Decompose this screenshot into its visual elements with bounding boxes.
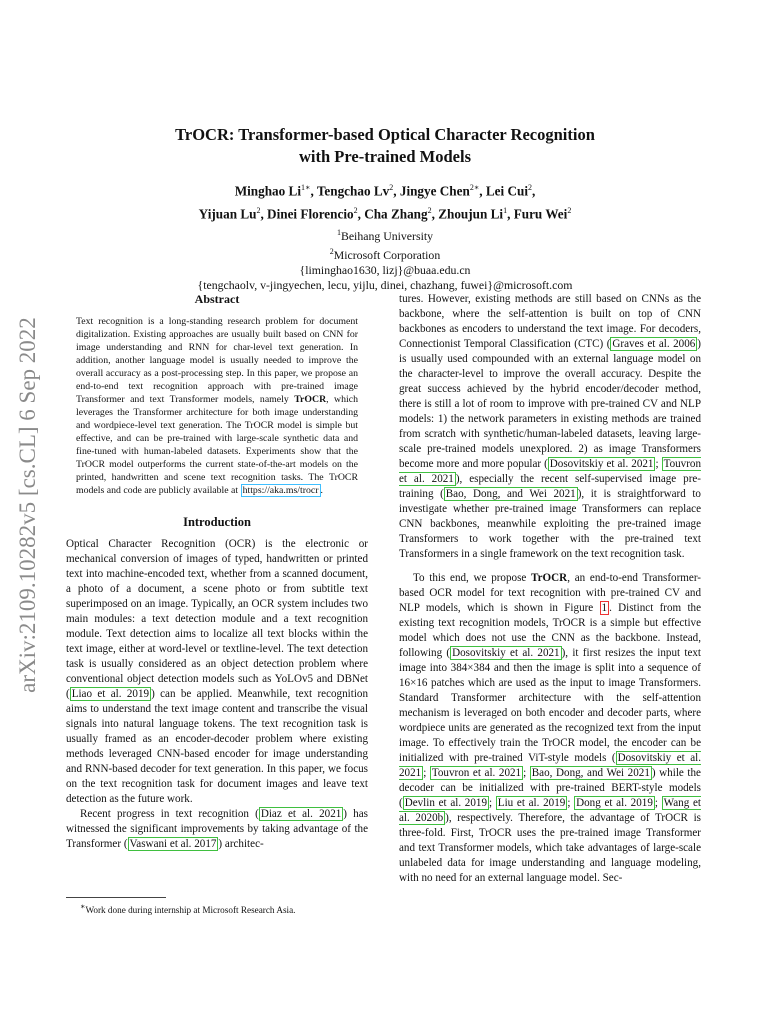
author-affil-mark: 2	[528, 183, 532, 192]
author-name: Lei Cui	[485, 183, 528, 199]
citation-link[interactable]: Vaswani et al. 2017	[129, 838, 217, 850]
email-line-2: {tengchaolv, v-jingyechen, lecu, yijlu, dinei, chazhang, fuwei}@microsoft.com	[197, 278, 573, 293]
left-column	[66, 292, 368, 852]
citation-link[interactable]: Dong et al. 2019	[576, 797, 653, 809]
text-run: ) has witnessed the significant improvements by taking advantage of the Transformer (	[66, 808, 368, 850]
citation-link[interactable]: Dosovitskiy et al. 2021	[452, 647, 560, 659]
abstract-text	[76, 315, 358, 497]
intro-heading: Introduction	[183, 515, 251, 529]
citation-link[interactable]: Touvron et al. 2021	[399, 458, 702, 485]
author-affil-mark: 2	[353, 206, 358, 216]
citation-link[interactable]: Dosovitskiy et al. 2021	[399, 752, 701, 779]
author-name: Cha Zhang	[364, 206, 428, 222]
author-name: Furu Wei	[513, 206, 568, 222]
affiliation-name: Beihang University	[340, 228, 434, 243]
author-line-2: Yijuan Lu$^2$, Dinei Florencio$^2$, Cha Zhang$^2$, Zhoujun Li$^1$, Furu Wei$^2$	[198, 206, 572, 222]
text-run: ), respectively. Therefore, the advantage of TrOCR is three-fold. First, TrOCR uses the pre-trained image Transformer and text Transformer models, which take advantages of large-scale unlabeled data for image understanding and language modeling, with no need for an external language model. Sec-	[399, 812, 701, 884]
text-run: To this end, we propose	[413, 572, 532, 584]
abstract-part: .	[320, 485, 323, 496]
figure-ref-link[interactable]: 1	[601, 602, 608, 614]
abstract-part: , which leverages the Transformer architecture for both image understanding and wordpiece-level text generation. The TrOCR model is simple but effective, and can be pre-trained with large-scale synthetic data and fine-tuned with human-labeled datasets. Experiments show that the TrOCR model outperforms the current state-of-the-art models on the printed, handwritten and scene text recognition tasks. The TrOCR models and code are publicly available at	[76, 394, 359, 496]
author-name: Dinei Florencio	[267, 206, 354, 222]
citation-separator: ;	[567, 797, 575, 809]
author-affil-mark: 2	[567, 206, 572, 216]
citation-link[interactable]: Bao, Dong, and Wei 2021	[531, 767, 650, 779]
right-paragraph-2	[399, 571, 701, 886]
author-affil-mark: 2	[389, 183, 394, 192]
citation-link[interactable]: Devlin et al. 2019	[404, 797, 487, 809]
affil-mark: 2	[329, 246, 334, 256]
text-run: ) is usually used compounded with an external language model on the character-level to improve the overall accuracy. Despite the great success achieved by the hybrid encoder/decoder method, there is still a lot of room to improve with pre-trained CV and NLP models: 1) the network parameters in existing methods are trained from scratch with synthetic/human-labeled datasets, leaving large-scale pre-trained models unexplored. 2) as image Transformers become more and more popular (	[399, 338, 701, 470]
author-list	[60, 178, 710, 225]
citation-separator: ;	[423, 767, 430, 779]
author-affil-mark: 2∗	[469, 183, 480, 192]
footnote-mark: ∗	[80, 902, 86, 911]
text-run: Optical Character Recognition (OCR) is the electronic or mechanical conversion of images of typed, handwritten or printed text into machine-encoded text, whether from a scanned document, a photo of a document, a scene photo or from subtitle text superimposed on an image. Typically, an OCR system includes two main modules: a text detection module and a text recognition module. Text detection aims to localize all text blocks within the text image, either at word-level or textline-level. The text detection task is usually considered as an object detection problem where conventional object detection models such as YoLOv5 and DBNet (	[66, 538, 368, 700]
author-affil-mark: 1	[503, 206, 508, 216]
email-line-1: {liminghao1630, lizj}@buaa.edu.cn	[299, 263, 471, 278]
citation-link[interactable]: Liao et al. 2019	[71, 688, 150, 700]
citation-link[interactable]: Dosovitskiy et al. 2021	[549, 458, 654, 470]
citation-link[interactable]: Liu et al. 2019	[497, 797, 566, 809]
text-run: ) architec-	[218, 838, 264, 850]
affil-mark: 1	[336, 227, 341, 237]
author-name: Minghao Li	[234, 183, 302, 199]
right-column	[399, 292, 701, 886]
text-run: . Distinct from the existing text recognition models, TrOCR is a simple but effective model which does not use the CNN as the backbone. Instead, following (	[399, 602, 701, 659]
footnote-rule	[66, 897, 166, 898]
citation-separator: ;	[523, 767, 530, 779]
author-name: Yijuan Lu	[198, 206, 257, 222]
affiliations	[60, 225, 710, 294]
author-name: Jingye Chen	[399, 183, 470, 199]
footnote-text: Work done during internship at Microsoft Research Asia.	[85, 905, 296, 916]
citation-link[interactable]: Bao, Dong, and Wei 2021	[445, 488, 576, 500]
affiliation-2	[60, 244, 710, 263]
text-run: ), especially the recent self-supervised image pre-training (	[399, 473, 702, 500]
abstract-bold: TrOCR	[294, 394, 327, 405]
author-line-1: Minghao $Li^{1∗}$, Tengchao Lv$^2$, Jingye Chen$^{2∗}$, Lei Cui$^2$,	[234, 183, 536, 199]
footnote	[66, 897, 368, 916]
intro-paragraph-1	[66, 537, 368, 807]
citation-link[interactable]: Graves et al. 2006	[612, 338, 696, 350]
abstract-part: Text recognition is a long-standing research problem for document digitalization. Existing approaches are usually built based on CNN for image understanding and RNN for char-level text generation. In addition, another language model is usually needed to improve the overall accuracy as a post-processing step. In this paper, we propose an end-to-end text recognition approach with pre-trained image Transformer and text Transformer models, namely	[76, 316, 358, 405]
paper-header	[60, 124, 710, 293]
citation-link[interactable]: Diaz et al. 2021	[260, 808, 342, 820]
citation-separator: ;	[654, 797, 662, 809]
paper-title	[60, 124, 710, 168]
title-line-1: TrOCR: Transformer-based Optical Character Recognition	[175, 125, 595, 144]
text-run: , an end-to-end Transformer-based OCR model for text recognition with pre-trained CV and NLP models, which is shown in Figure	[399, 572, 701, 614]
citation-separator: ;	[489, 797, 496, 809]
citation-link[interactable]: Wang et al. 2020b	[399, 797, 701, 824]
affiliation-name: Microsoft Corporation	[333, 247, 441, 262]
title-line-2: with Pre-trained Models	[298, 147, 471, 166]
bold-term: TrOCR	[531, 572, 568, 584]
abstract-heading: Abstract	[194, 292, 240, 306]
affiliation-1	[60, 225, 710, 244]
arxiv-id-text: arXiv:2109.10282v5 [cs.CL] 6 Sep 2022	[15, 317, 41, 693]
text-run: ) can be applied. Meanwhile, text recognition aims to understand the text image content and transcribe the visual signals into natural language tokens. The text recognition task is usually framed as an encoder-decoder problem where existing methods leveraged CNN-based encoder for image understanding and RNN-based decoder for text generation. In this paper, we focus on the text recognition task for document images and leave text detection as the future work.	[66, 688, 368, 805]
citation-link[interactable]: Touvron et al. 2021	[431, 767, 522, 779]
code-link[interactable]: https://aka.ms/trocr	[242, 485, 319, 496]
author-name: Zhoujun Li	[438, 206, 504, 222]
text-run: ), it is straightforward to investigate whether pre-trained image Transformers can replace CNN backbones, meanwhile exploiting the pre-trained image Transformers to work together with the pre-trained text Transformers in a single framework on the text recognition task.	[399, 488, 701, 560]
author-affil-mark: 2	[256, 206, 261, 216]
text-run: tures. However, existing methods are still based on CNNs as the backbone, where the self-attention is built on top of CNN backbones as encoders to understand the text image. For decoders, Connectionist Temporal Classification (CTC) (	[399, 293, 701, 350]
arxiv-identifier-stamp	[15, 285, 41, 725]
author-affil-mark: 1∗	[301, 183, 311, 192]
text-run: Recent progress in text recognition (	[80, 808, 259, 820]
author-name: Tengchao Lv	[316, 183, 390, 199]
text-run: ) while the decoder can be initialized with pre-trained BERT-style models (	[399, 767, 701, 809]
author-affil-mark: 2	[427, 206, 432, 216]
text-run: ), it first resizes the input text image into 384×384 and then the image is split into a sequence of 16×16 patches which are used as the input to image Transformers. Standard Transformer architecture with the self-attention mechanism is leveraged on both encoder and decoder parts, where wordpiece units are generated as the recognized text from the input image. To effectively train the TrOCR model, the encoder can be initialized with pre-trained ViT-style models (	[399, 647, 701, 764]
intro-paragraph-2	[66, 807, 368, 852]
citation-separator: ;	[655, 458, 662, 470]
right-paragraph-1	[399, 292, 701, 562]
